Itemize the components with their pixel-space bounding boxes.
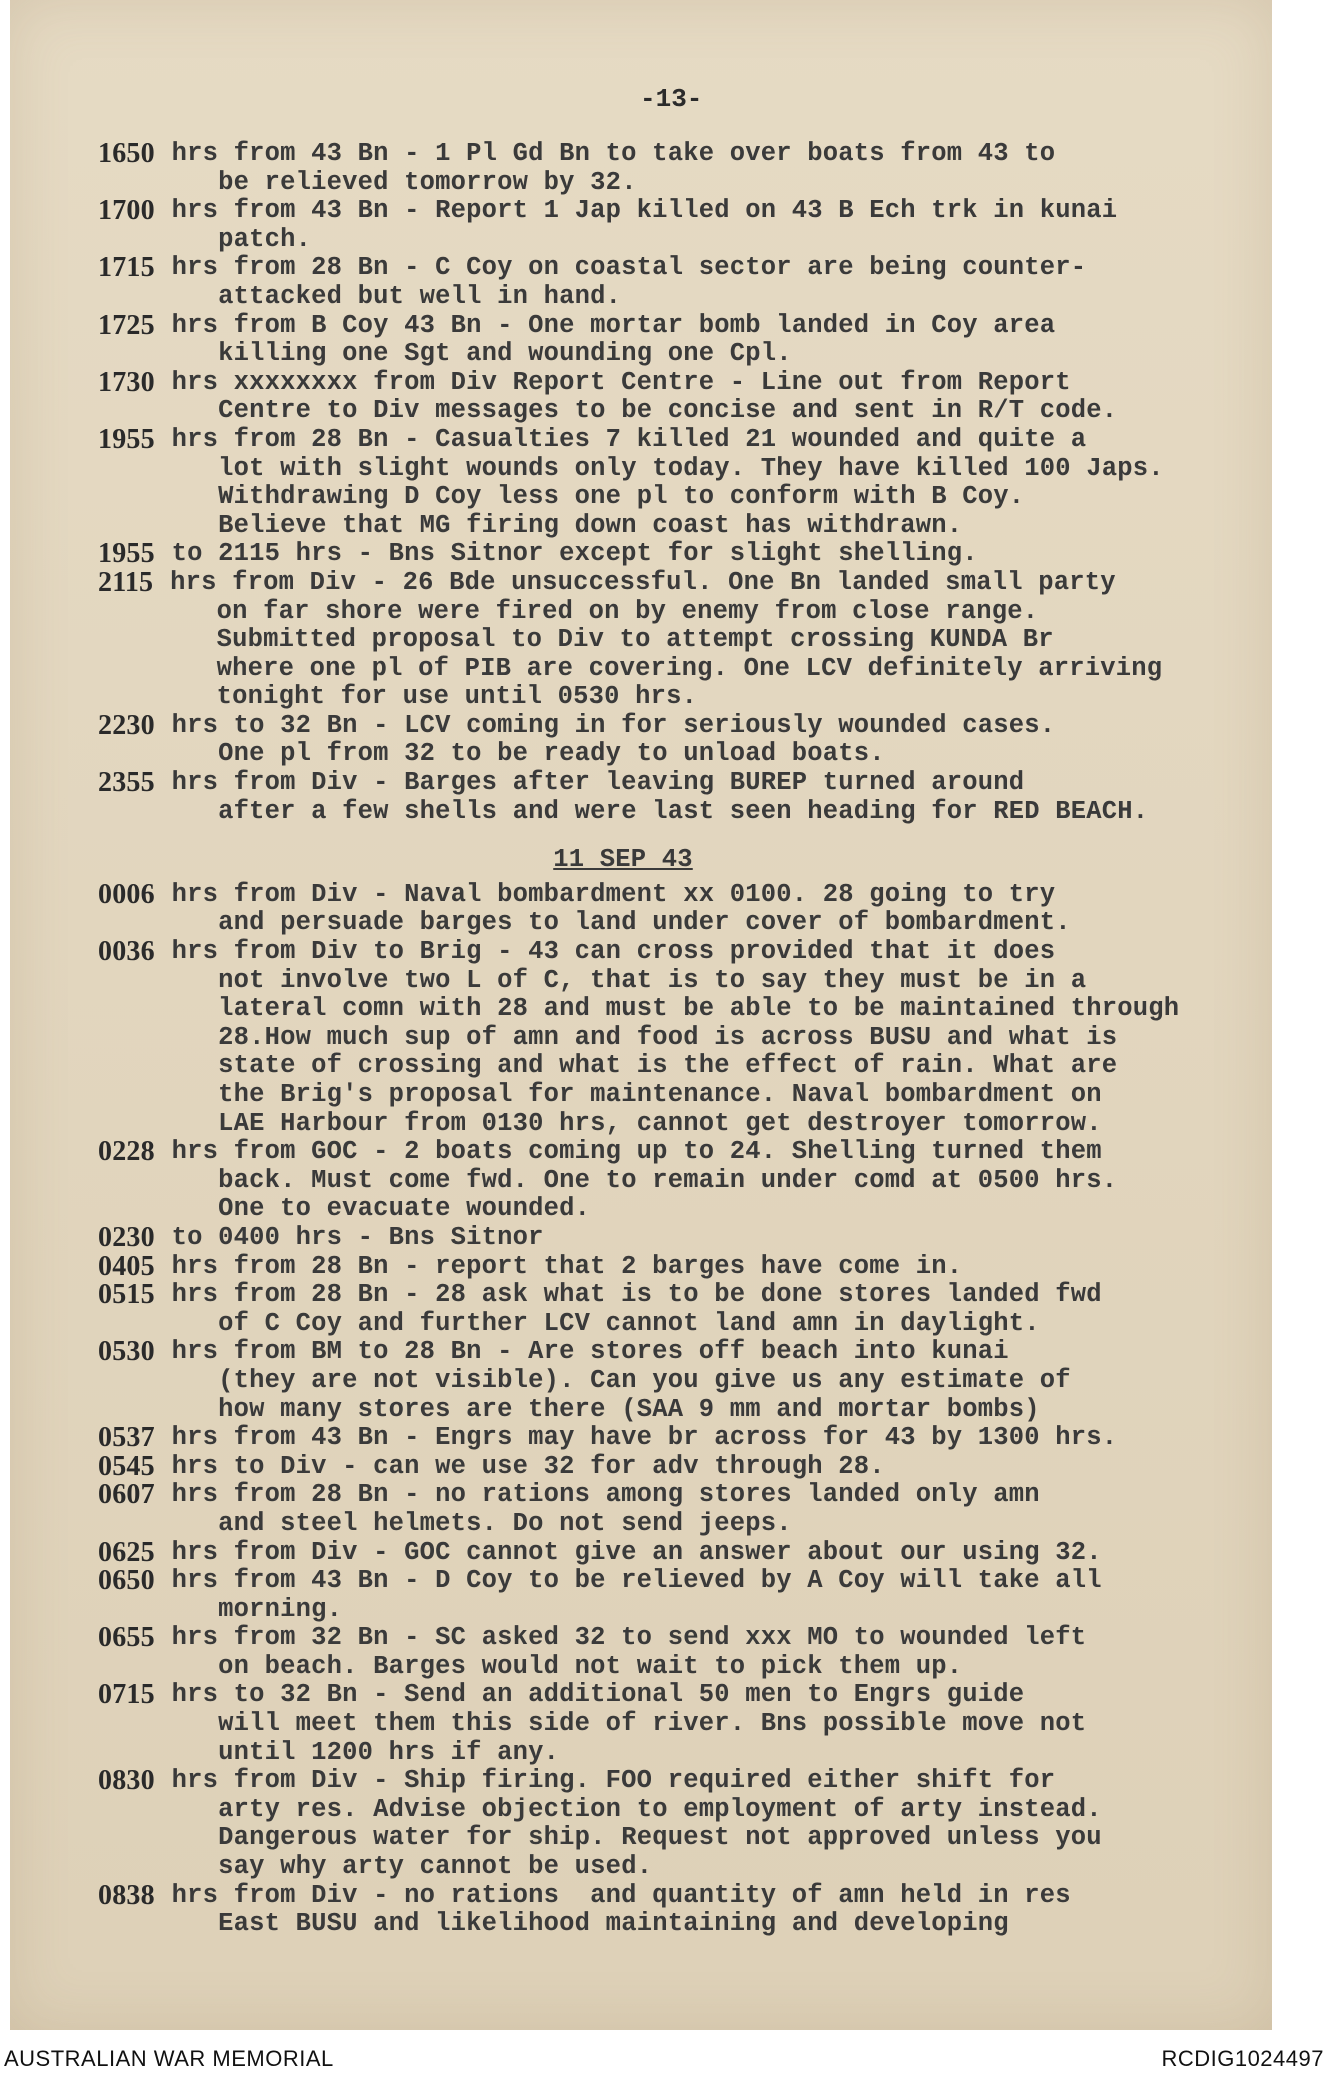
entry-time: 0006 <box>98 878 155 910</box>
entry-text: hrs from 32 Bn - SC asked 32 to send xxx MO to wounded left on beach. Barges would not wait to pick them up. <box>171 1623 1087 1681</box>
entry-time: 0715 <box>98 1679 155 1711</box>
entry-text: hrs from Div - GOC cannot give an answer about our using 32. <box>171 1537 1102 1567</box>
page-number: -13- <box>640 84 703 114</box>
log-entry <box>98 366 1268 426</box>
entry-text: hrs from Div to Brig - 43 can cross provided that it does not involve two L of C, that is to say they must be in a lateral comn with 28 and must be able to be maintained through 28.How much sup of amn and food is across BUSU and what is state of crossing and what is the effect of rain. What are the Brig's proposal for maintenance. Naval bombardment on LAE Harbour from 0130 hrs, cannot get destroyer tomorrow. <box>171 937 1180 1138</box>
entry-time: 1955 <box>98 538 155 570</box>
log-entry <box>98 878 1268 938</box>
date-heading: 11 SEP 43 <box>553 845 693 875</box>
entry-text: hrs from BM to 28 Bn - Are stores off beach into kunai (they are not visible). Can you give us any estimate of how many stores are there (SAA 9 mm and mortar bombs) <box>171 1337 1071 1424</box>
log-entry <box>98 1536 1268 1568</box>
entry-time: 0537 <box>98 1422 155 1454</box>
log-entry <box>98 1681 1268 1767</box>
entry-text: hrs from 43 Bn - Report 1 Jap killed on 43 B Ech trk in kunai patch. <box>171 196 1118 254</box>
entry-time: 1650 <box>98 138 155 169</box>
log-entry <box>98 1481 1268 1538</box>
log-entry <box>98 1250 1268 1282</box>
entry-text: hrs to 32 Bn - Send an additional 50 men to Engrs guide will meet them this side of river. Bns possible move not until 1200 hrs if any. <box>171 1680 1087 1767</box>
entry-text: to 2115 hrs - Bns Sitnor except for slight shelling. <box>171 539 978 569</box>
log-entry <box>98 769 1268 826</box>
entry-time: 1715 <box>98 252 155 284</box>
archive-credit: AUSTRALIAN WAR MEMORIAL <box>4 2046 334 2071</box>
log-entry <box>98 1879 1268 1939</box>
log-entry <box>98 1221 1268 1253</box>
entry-time: 1725 <box>98 309 155 341</box>
entry-text: hrs from 28 Bn - 28 ask what is to be done stores landed fwd of C Coy and further LCV cannot land amn in daylight. <box>171 1280 1102 1338</box>
entry-text: hrs from Div - Ship firing. FOO required either shift for arty res. Advise objection to employment of arty instead. Dangerous water for ship. Request not approved unless you say why arty cannot be used. <box>171 1766 1102 1882</box>
entry-text: hrs from 43 Bn - Engrs may have br across for 43 by 1300 hrs. <box>171 1423 1118 1453</box>
entry-text: hrs xxxxxxxx from Div Report Centre - Line out from Report Centre to Div messages to be concise and sent in R/T code. <box>171 367 1118 426</box>
log-entry <box>98 938 1268 1138</box>
entry-text: hrs from B Coy 43 Bn - One mortar bomb landed in Coy area killing one Sgt and wounding one Cpl. <box>171 310 1056 369</box>
log-entry <box>98 423 1268 540</box>
entry-text: hrs from Div - Naval bombardment xx 0100. 28 going to try and persuade barges to land under cover of bombardment. <box>171 879 1071 938</box>
log-entry <box>98 1450 1268 1482</box>
war-diary-log <box>98 140 1268 1939</box>
entry-time: 2230 <box>98 709 155 741</box>
entry-text: hrs from Div - Barges after leaving BUREP turned around after a few shells and were last seen heading for RED BEACH. <box>171 768 1149 826</box>
entry-time: 0230 <box>98 1221 155 1253</box>
entry-time: 2355 <box>98 767 155 799</box>
entry-time: 0228 <box>98 1136 155 1168</box>
entry-text: hrs from 43 Bn - 1 Pl Gd Bn to take over boats from 43 to be relieved tomorrow by 32. <box>171 139 1056 197</box>
log-entry <box>98 709 1268 769</box>
log-entry <box>98 1338 1268 1424</box>
log-entry <box>98 1624 1268 1681</box>
entry-time: 1730 <box>98 366 155 398</box>
log-entry <box>98 140 1268 197</box>
log-entry <box>98 1281 1268 1338</box>
entry-time: 0530 <box>98 1336 155 1368</box>
entries-10-sep <box>98 140 1268 826</box>
entry-time: 1955 <box>98 423 155 455</box>
entry-time: 0515 <box>98 1279 155 1311</box>
entry-text: hrs to 32 Bn - LCV coming in for seriously wounded cases. One pl from 32 to be ready to unload boats. <box>171 710 1056 769</box>
entry-text: hrs from 43 Bn - D Coy to be relieved by A Coy will take all morning. <box>171 1566 1102 1624</box>
entry-text: hrs from Div - 26 Bde unsuccessful. One Bn landed small party on far shore were fired on by enemy from close range. Submitted proposal to Div to attempt crossing KUNDA Br where one pl of PIB are covering. One LCV definitely arriving tonight for use until 0530 hrs. <box>170 567 1163 712</box>
log-entry <box>98 309 1268 369</box>
log-entry <box>98 1567 1268 1624</box>
entry-text: to 0400 hrs - Bns Sitnor <box>171 1222 544 1252</box>
entry-text: hrs from Div - no rations and quantity of amn held in res East BUSU and likelihood maintaining and developing <box>171 1880 1071 1939</box>
log-entry <box>98 1424 1268 1453</box>
entry-text: hrs to Div - can we use 32 for adv through 28. <box>171 1451 885 1481</box>
entry-text: hrs from GOC - 2 boats coming up to 24. Shelling turned them back. Must come fwd. One to remain under comd at 0500 hrs. One to evacuate wounded. <box>171 1137 1118 1224</box>
log-entry <box>98 254 1268 311</box>
log-entry <box>98 566 1268 712</box>
entry-time: 0838 <box>98 1879 155 1911</box>
entry-time: 0405 <box>98 1250 155 1282</box>
entry-time: 1700 <box>98 195 155 227</box>
entry-time: 0655 <box>98 1622 155 1654</box>
log-entry <box>98 197 1268 254</box>
record-id: RCDIG1024497 <box>1161 2046 1324 2071</box>
entry-time: 0545 <box>98 1450 155 1482</box>
entry-text: hrs from 28 Bn - report that 2 barges have come in. <box>171 1251 963 1281</box>
log-entry <box>98 1138 1268 1224</box>
entry-time: 2115 <box>98 566 154 598</box>
entry-time: 0650 <box>98 1565 155 1597</box>
entry-time: 0607 <box>98 1479 155 1511</box>
entry-time: 0036 <box>98 936 155 968</box>
log-entry <box>98 1767 1268 1881</box>
document-page <box>10 0 1272 2030</box>
entry-time: 0830 <box>98 1765 155 1797</box>
entry-text: hrs from 28 Bn - Casualties 7 killed 21 wounded and quite a lot with slight wounds only today. They have killed 100 Japs. Withdrawing D Coy less one pl to conform with B Coy. Believe that MG firing down coast has withdrawn. <box>171 424 1164 540</box>
entry-text: hrs from 28 Bn - no rations among stores landed only amn and steel helmets. Do not send jeeps. <box>171 1480 1040 1538</box>
entry-time: 0625 <box>98 1536 155 1568</box>
entries-11-sep <box>98 878 1268 1939</box>
log-entry <box>98 540 1268 569</box>
entry-text: hrs from 28 Bn - C Coy on coastal sector are being counter- attacked but well in hand. <box>171 253 1087 311</box>
